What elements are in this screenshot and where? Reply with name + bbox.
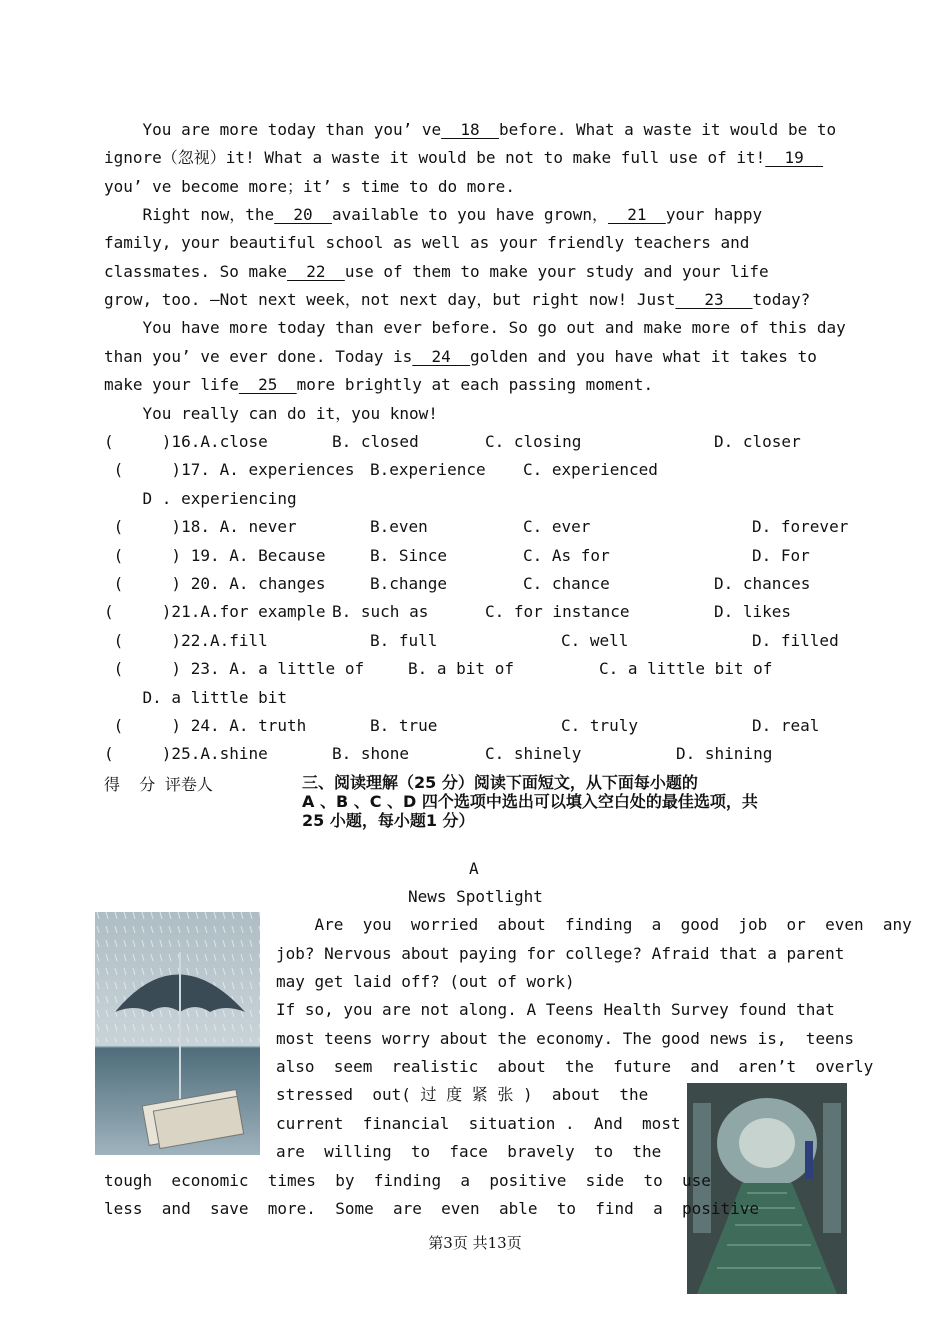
passage-line: than you’ ve ever done. Today is 24 golden and you have what it takes to [104, 347, 817, 366]
passage-line: You have more today than ever before. So go out and make more of this day [104, 318, 846, 337]
passage-line: Right now，the 20 available to you have grown， 21 your happy [104, 205, 763, 224]
tunnel-image [687, 1083, 847, 1294]
passage-line: make your life 25 more brightly at each passing moment. [104, 375, 654, 394]
passage-line: ignore（忽视）it! What a waste it would be not to make full use of it! 19 [104, 148, 824, 167]
passage-line: family, your beautiful school as well as your friendly teachers and [104, 233, 750, 252]
page-footer: 第3页 共13页 [428, 1234, 522, 1252]
passage-line: You really can do it，you know! [104, 404, 438, 423]
score-label: 得 分 评卷人 [104, 775, 213, 794]
passage-line: classmates. So make 22 use of them to make your study and your life [104, 262, 769, 281]
reading-title: News Spotlight [408, 887, 543, 906]
umbrella-rain-image [95, 912, 260, 1155]
passage-line: grow, too. —Not next week，not next day，but right now! Just 23 today? [104, 290, 811, 309]
passage-line: You are more today than you’ ve 18 before. What a waste it would be to [104, 120, 837, 139]
passage-line: you’ ve become more；it’ s time to do more. [104, 177, 515, 196]
reading-letter: A [469, 859, 479, 878]
